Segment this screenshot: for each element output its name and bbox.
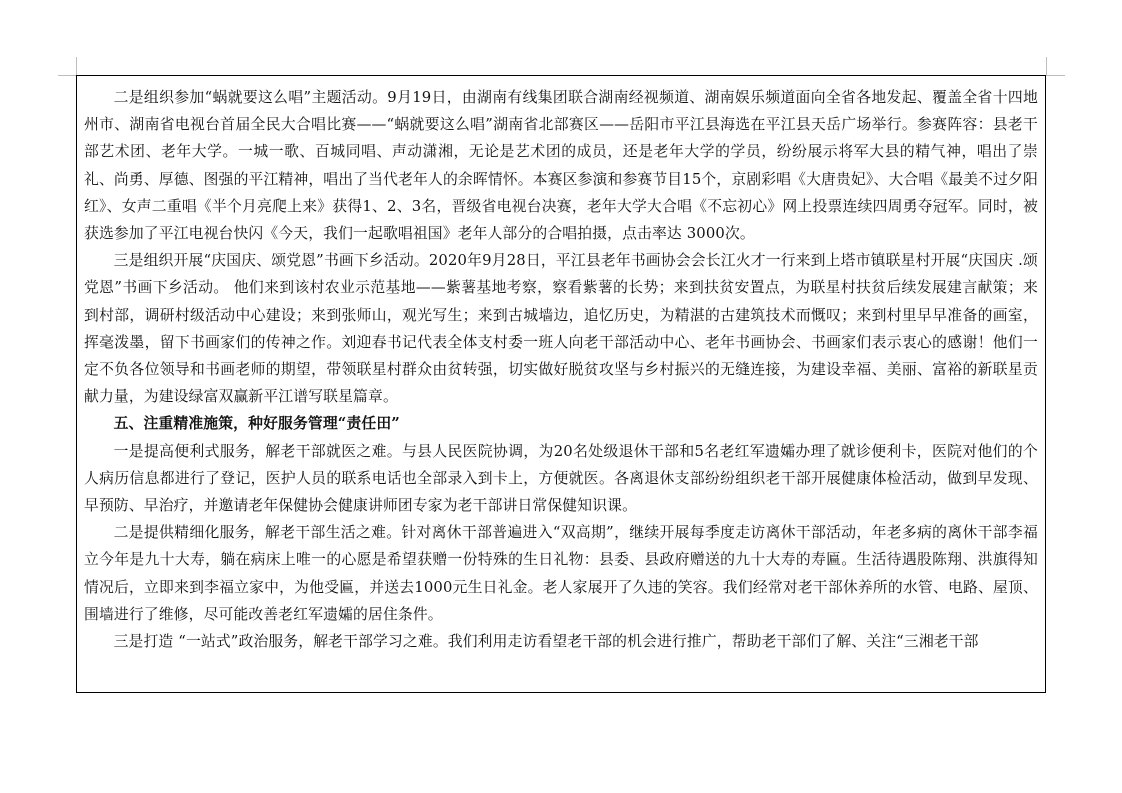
crop-mark-top-right [1046, 57, 1065, 76]
paragraph-calligraphy-event: 三是组织开展“庆国庆、颂党恩”书画下乡活动。2020年9月28日，平江县老年书画协会会长江火才一行来到上塔市镇联星村开展“庆国庆 .颂党恩”书画下乡活动。 他们来到该村农业示范基地——紫薯基地考察，察看紫薯的长势；来到扶贫安置点，为联星村扶贫后续发展建言献策；来到村部，调研村级活动中心建设；来到张师山，观光写生；来到古城墙边，追忆历史，为精湛的古建筑技术而慨叹；来到村里早早准备的画室，挥毫泼墨，留下书画家们的传神之作。刘迎春书记代表全体支村委一班人向老干部活动中心、老年书画协会、书画家们表示衷心的感谢！他们一定不负各位领导和书画老师的期望，带领联星村群众由贫转强，切实做好脱贫攻坚与乡村振兴的无缝连接，为建设幸福、美丽、富裕的新联星贡献力量，为建设绿富双赢新平江谱写联星篇章。 [84, 252, 1038, 406]
section-heading: 五、注重精准施策，种好服务管理“责任田” [113, 415, 400, 433]
paragraph-medical-service: 一是提高便利式服务，解老干部就医之难。与县人民医院协调，为20名处级退休干部和5名老红军遗孀办理了就诊便利卡，医院对他们的个人病历信息都进行了登记，医护人员的联系电话也全部录入到卡上，方便就医。各离退休支部纷纷组织老干部开展健康体检活动，做到早发现、早预防、早治疗，并邀请老年保健协会健康讲师团专家为老干部讲日常保健知识课。 [84, 442, 1038, 515]
document-body [84, 84, 1038, 655]
paragraph-living-service: 二是提供精细化服务，解老干部生活之难。针对离休干部普遍进入“双高期”，继续开展每季度走访离休干部活动，年老多病的离休干部李福立今年是九十大寿，躺在病床上唯一的心愿是希望获赠一份特殊的生日礼物：县委、县政府赠送的九十大寿的寿匾。生活待遇股陈翔、洪旗得知情况后，立即来到李福立家中，为他受匾，并送去1000元生日礼金。老人家展开了久违的笑容。我们经常对老干部休养所的水管、电路、屋顶、围墙进行了维修，尽可能改善老红军遗孀的居住条件。 [84, 524, 1038, 623]
crop-mark-top-left [58, 57, 77, 76]
paragraph-singing-event: 二是组织参加“蜗就要这么唱”主题活动。9月19日，由湖南有线集团联合湖南经视频道、湖南娱乐频道面向全省各地发起、覆盖全省十四地州市、湖南省电视台首届全民大合唱比赛——“蜗就要这么唱”湖南省北部赛区——岳阳市平江县海选在平江县天岳广场举行。参赛阵容：县老干部艺术团、老年大学。一城一歌、百城同唱、声动潇湘，无论是艺术团的成员，还是老年大学的学员，纷纷展示将军大县的精气神，唱出了崇礼、尚勇、厚德、图强的平江精神，唱出了当代老年人的余晖情怀。本赛区参演和参赛节目15个，京剧彩唱《大唐贵妃》、大合唱《最美不过夕阳红》、女声二重唱《半个月亮爬上来》获得1、2、3名，晋级省电视台决赛，老年大学大合唱《不忘初心》网上投票连续四周勇夺冠军。同时，被获选参加了平江电视台快闪《今天，我们一起歌唱祖国》老年人部分的合唱拍摄，点击率达 3000次。 [84, 89, 1038, 243]
paragraph-political-service: 三是打造 “一站式”政治服务，解老干部学习之难。我们利用走访看望老干部的机会进行推广，帮助老干部们了解、关注“三湘老干部 [113, 633, 979, 651]
document-frame [76, 75, 1046, 693]
